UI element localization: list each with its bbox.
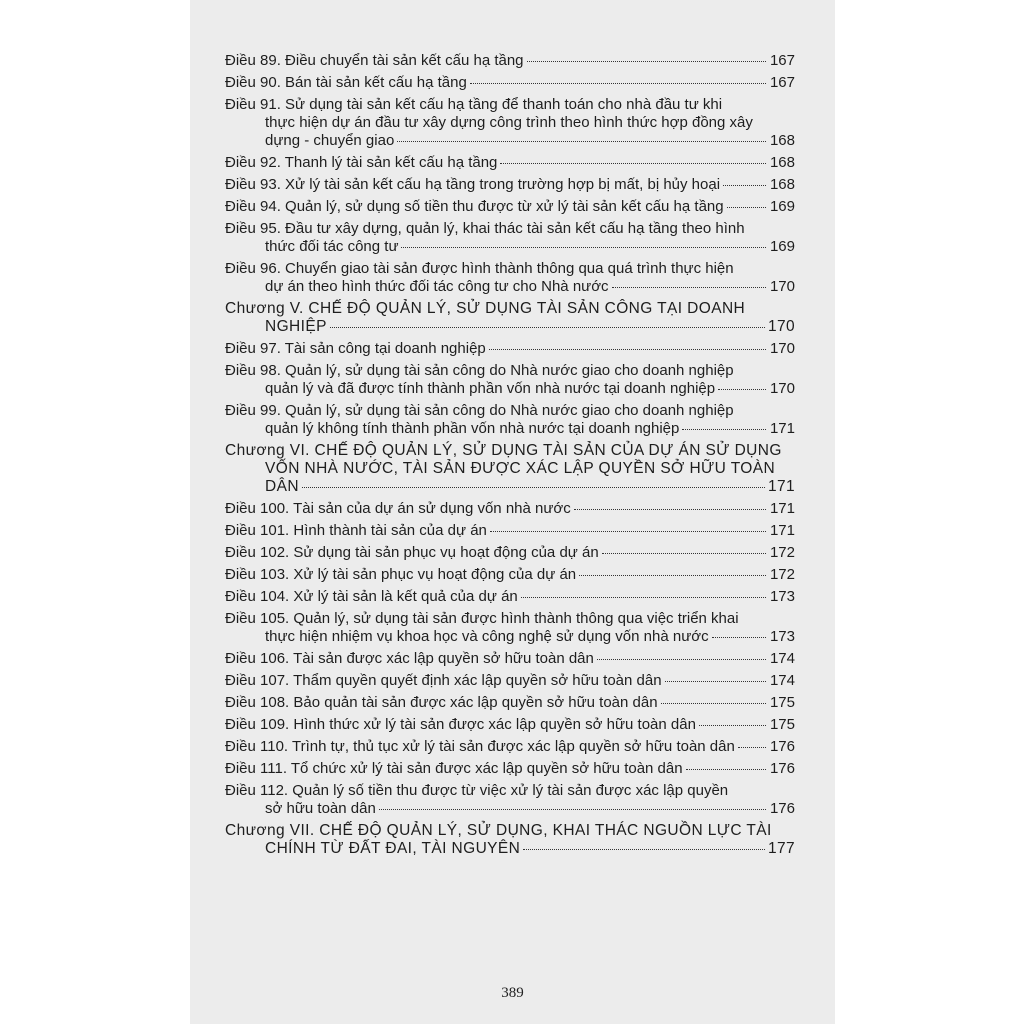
toc-page-number: 170	[769, 278, 795, 295]
toc-entry-text: dự án theo hình thức đối tác công tư cho Nhà nước	[265, 278, 609, 295]
toc-page-number: 175	[769, 694, 795, 711]
toc-entry-text: sở hữu toàn dân	[265, 800, 376, 817]
toc-entry	[225, 176, 795, 194]
toc-entry-text: Chương V. CHẾ ĐỘ QUẢN LÝ, SỬ DỤNG TÀI SẢN CÔNG TẠI DOANH	[225, 300, 746, 317]
dot-leader	[723, 185, 766, 186]
toc-entry-text: Điều 94. Quản lý, sử dụng số tiền thu được từ xử lý tài sản kết cấu hạ tầng	[225, 198, 724, 215]
dot-leader	[686, 769, 766, 770]
dot-leader	[521, 597, 766, 598]
dot-leader	[738, 747, 766, 748]
toc-entry	[225, 260, 795, 296]
toc-page-number: 175	[769, 716, 795, 733]
toc-entry-text: Điều 92. Thanh lý tài sản kết cấu hạ tầng	[225, 154, 498, 171]
toc-entry-text: Điều 103. Xử lý tài sản phục vụ hoạt động của dự án	[225, 566, 577, 583]
toc-entry-text: Điều 90. Bán tài sản kết cấu hạ tầng	[225, 74, 467, 91]
toc-page-number: 171	[769, 522, 795, 539]
toc-entry-text: Điều 104. Xử lý tài sản là kết quả của dự án	[225, 588, 518, 605]
dot-leader	[597, 659, 766, 660]
table-of-contents	[225, 52, 795, 862]
toc-page-number: 176	[769, 800, 795, 817]
dot-leader	[612, 287, 766, 288]
dot-leader	[718, 389, 766, 390]
toc-entry	[225, 340, 795, 358]
dot-leader	[712, 637, 766, 638]
toc-page-number: 171	[769, 500, 795, 517]
toc-page-number: 173	[769, 588, 795, 605]
toc-entry-text: Điều 109. Hình thức xử lý tài sản được xác lập quyền sở hữu toàn dân	[225, 716, 696, 733]
dot-leader	[470, 83, 766, 84]
toc-entry-text: CHÍNH TỪ ĐẤT ĐAI, TÀI NGUYÊN	[265, 840, 521, 857]
toc-page-number: 167	[769, 52, 795, 69]
dot-leader	[527, 61, 766, 62]
dot-leader	[523, 849, 765, 850]
toc-entry	[225, 522, 795, 540]
toc-entry	[225, 782, 795, 818]
toc-entry	[225, 402, 795, 438]
dot-leader	[397, 141, 766, 142]
toc-entry	[225, 588, 795, 606]
toc-entry	[225, 500, 795, 518]
toc-entry-text: Điều 101. Hình thành tài sản của dự án	[225, 522, 487, 539]
toc-page-number: 168	[769, 176, 795, 193]
toc-page-number: 170	[769, 340, 795, 357]
toc-entry	[225, 760, 795, 778]
toc-entry-text: quản lý và đã được tính thành phần vốn nhà nước tại doanh nghiệp	[265, 380, 716, 397]
toc-entry	[225, 154, 795, 172]
toc-chapter-entry	[225, 300, 795, 336]
toc-entry-text: Điều 108. Bảo quản tài sản được xác lập quyền sở hữu toàn dân	[225, 694, 658, 711]
toc-entry-text: thực hiện nhiệm vụ khoa học và công nghệ sử dụng vốn nhà nước	[265, 628, 709, 645]
toc-page-number: 176	[769, 738, 795, 755]
dot-leader	[500, 163, 766, 164]
toc-chapter-entry	[225, 442, 795, 496]
toc-entry	[225, 694, 795, 712]
toc-page-number: 171	[769, 420, 795, 437]
toc-page-number: 168	[769, 132, 795, 149]
dot-leader	[574, 509, 766, 510]
toc-entry	[225, 650, 795, 668]
toc-entry	[225, 52, 795, 70]
toc-page-number: 173	[769, 628, 795, 645]
toc-entry	[225, 738, 795, 756]
toc-page-number: 167	[769, 74, 795, 91]
dot-leader	[682, 429, 766, 430]
dot-leader	[401, 247, 766, 248]
book-page	[190, 0, 835, 1024]
toc-entry-text: Điều 100. Tài sản của dự án sử dụng vốn nhà nước	[225, 500, 571, 517]
dot-leader	[727, 207, 766, 208]
toc-entry-text: Điều 102. Sử dụng tài sản phục vụ hoạt động của dự án	[225, 544, 599, 561]
toc-entry-text: dựng - chuyển giao	[265, 132, 395, 149]
toc-entry	[225, 610, 795, 646]
toc-entry-text: Điều 112. Quản lý số tiền thu được từ việc xử lý tài sản được xác lập quyền	[225, 782, 729, 799]
toc-entry	[225, 672, 795, 690]
toc-entry-text: Điều 98. Quản lý, sử dụng tài sản công do Nhà nước giao cho doanh nghiệp	[225, 362, 734, 379]
toc-page-number: 170	[767, 318, 795, 335]
dot-leader	[489, 349, 766, 350]
toc-entry	[225, 96, 795, 150]
toc-entry-text: DÂN	[265, 478, 299, 495]
dot-leader	[330, 327, 765, 328]
toc-page-number: 168	[769, 154, 795, 171]
toc-page-number: 172	[769, 566, 795, 583]
toc-entry-text: Điều 96. Chuyển giao tài sản được hình thành thông qua quá trình thực hiện	[225, 260, 734, 277]
toc-page-number: 177	[767, 840, 795, 857]
toc-entry-text: quản lý không tính thành phần vốn nhà nước tại doanh nghiệp	[265, 420, 680, 437]
toc-entry-text: Điều 97. Tài sản công tại doanh nghiệp	[225, 340, 486, 357]
page-number: 389	[501, 985, 524, 1001]
toc-entry-text: Điều 95. Đầu tư xây dựng, quản lý, khai thác tài sản kết cấu hạ tầng theo hình	[225, 220, 745, 237]
dot-leader	[579, 575, 766, 576]
toc-entry-text: NGHIỆP	[265, 318, 327, 335]
toc-chapter-entry	[225, 822, 795, 858]
toc-entry-text: Chương VI. CHẾ ĐỘ QUẢN LÝ, SỬ DỤNG TÀI SẢN CỦA DỰ ÁN SỬ DỤNG	[225, 442, 782, 459]
toc-entry-text: Điều 107. Thẩm quyền quyết định xác lập quyền sở hữu toàn dân	[225, 672, 662, 689]
toc-page-number: 172	[769, 544, 795, 561]
toc-entry-text: Điều 89. Điều chuyển tài sản kết cấu hạ tầng	[225, 52, 524, 69]
toc-page-number: 174	[769, 650, 795, 667]
dot-leader	[302, 487, 765, 488]
toc-entry	[225, 74, 795, 92]
toc-page-number: 170	[769, 380, 795, 397]
toc-page-number: 174	[769, 672, 795, 689]
toc-entry	[225, 566, 795, 584]
toc-page-number: 176	[769, 760, 795, 777]
toc-entry	[225, 198, 795, 216]
dot-leader	[661, 703, 766, 704]
dot-leader	[490, 531, 766, 532]
toc-entry	[225, 220, 795, 256]
toc-page-number: 169	[769, 198, 795, 215]
toc-entry-text: Điều 99. Quản lý, sử dụng tài sản công do Nhà nước giao cho doanh nghiệp	[225, 402, 734, 419]
dot-leader	[602, 553, 766, 554]
dot-leader	[699, 725, 766, 726]
toc-entry-text: Chương VII. CHẾ ĐỘ QUẢN LÝ, SỬ DỤNG, KHAI THÁC NGUỒN LỰC TÀI	[225, 822, 772, 839]
toc-entry-text: Điều 91. Sử dụng tài sản kết cấu hạ tầng để thanh toán cho nhà đầu tư khi	[225, 96, 723, 113]
toc-entry	[225, 362, 795, 398]
toc-entry	[225, 544, 795, 562]
toc-entry-text: Điều 111. Tổ chức xử lý tài sản được xác lập quyền sở hữu toàn dân	[225, 760, 683, 777]
dot-leader	[665, 681, 766, 682]
toc-entry-text: Điều 93. Xử lý tài sản kết cấu hạ tầng trong trường hợp bị mất, bị hủy hoại	[225, 176, 721, 193]
toc-entry-text: Điều 106. Tài sản được xác lập quyền sở hữu toàn dân	[225, 650, 594, 667]
toc-entry-text: VỐN NHÀ NƯỚC, TÀI SẢN ĐƯỢC XÁC LẬP QUYỀN SỞ HỮU TOÀN	[265, 460, 776, 477]
toc-entry-text: Điều 110. Trình tự, thủ tục xử lý tài sản được xác lập quyền sở hữu toàn dân	[225, 738, 735, 755]
toc-entry	[225, 716, 795, 734]
toc-entry-text: thức đối tác công tư	[265, 238, 399, 255]
toc-page-number: 169	[769, 238, 795, 255]
toc-entry-text: thực hiện dự án đầu tư xây dựng công trình theo hình thức hợp đồng xây	[265, 114, 753, 131]
toc-entry-text: Điều 105. Quản lý, sử dụng tài sản được hình thành thông qua việc triển khai	[225, 610, 739, 627]
toc-page-number: 171	[767, 478, 795, 495]
dot-leader	[379, 809, 766, 810]
